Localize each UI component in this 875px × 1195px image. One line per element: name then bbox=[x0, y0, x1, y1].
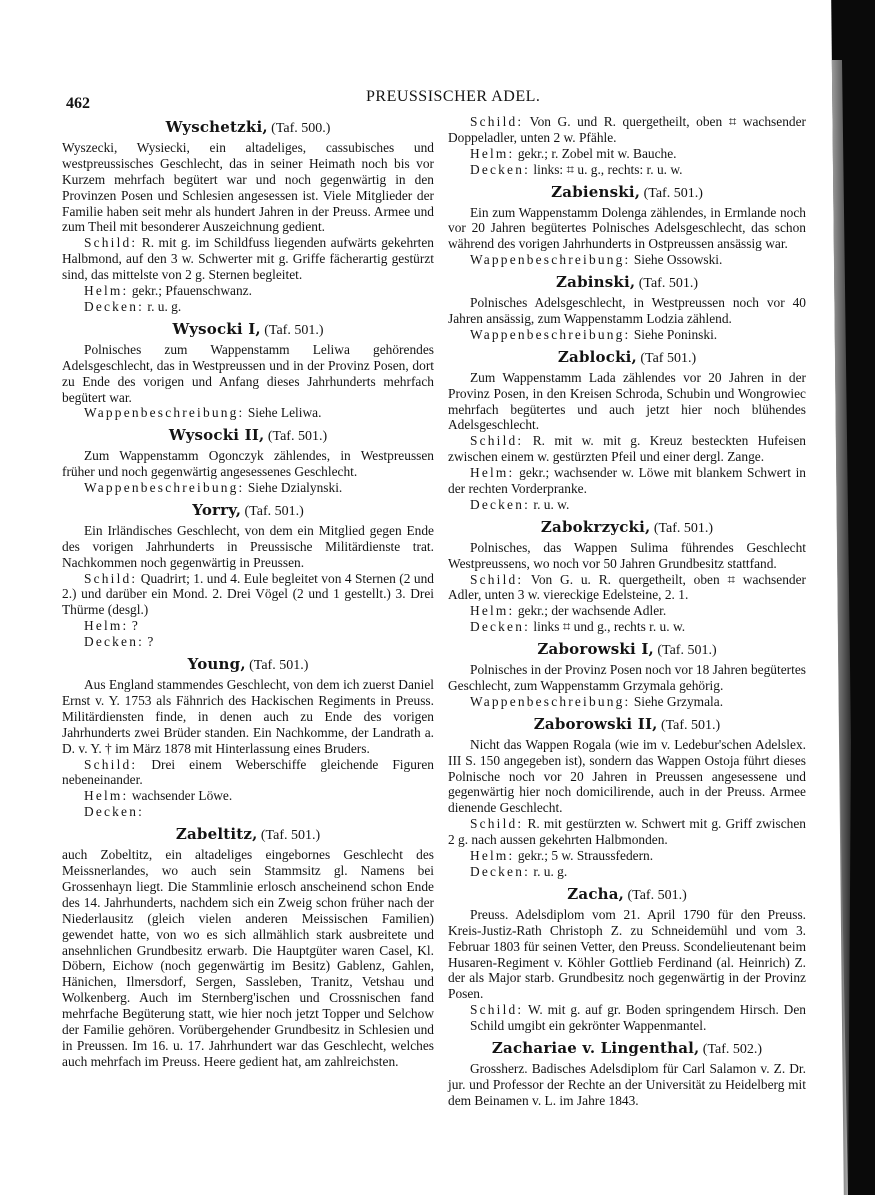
schild-text: R. mit g. im Schildfuss liegenden aufwärts gekehrten Halbmond, auf den 3 w. Schwerter mit g. Griffe fächerartig gestürzt sind, das mittelste von 2 g. Sternen begleitet. bbox=[62, 235, 434, 283]
plate-reference: (Taf. 501.) bbox=[657, 643, 717, 659]
schild-line bbox=[62, 571, 434, 619]
schild-text: Von G. und R. quergetheilt, oben ⌗ wachsender Doppeladler, unten 2 w. Pfähle. bbox=[448, 114, 806, 145]
helm-line bbox=[62, 788, 434, 804]
entry-wysocki-i bbox=[62, 319, 434, 421]
entry-text: Zum Wappenstamm Ogonczyk zählendes, in Westpreussen früher und noch gegenwärtig angesessenes Geschlecht. bbox=[62, 448, 434, 480]
entry-text: Ein Irländisches Geschlecht, von dem ein Mitglied gegen Ende des vorigen Jahrhunderts in Preussische Militärdienste trat. Nachkommen noch gegenwärtig in Preussen. bbox=[62, 522, 434, 570]
helm-line bbox=[62, 618, 434, 634]
entry-name: Zabienski, bbox=[551, 182, 641, 201]
entry-name: Zabeltitz, bbox=[175, 825, 258, 844]
entry-zabokrzycki bbox=[448, 517, 806, 635]
decken-text: r. u. g. bbox=[147, 298, 182, 314]
decken-line bbox=[62, 634, 434, 650]
helm-text: gekr.; Pfauenschwanz. bbox=[131, 283, 252, 299]
helm-label: Helm: bbox=[470, 465, 515, 481]
entry-heading bbox=[448, 884, 806, 904]
decken-label: Decken: bbox=[84, 804, 145, 820]
wappenbeschreibung-line bbox=[448, 694, 806, 710]
entry-heading bbox=[62, 319, 434, 339]
entry-zacha bbox=[448, 884, 806, 1034]
decken-line bbox=[448, 162, 806, 178]
entry-text: auch Zobeltitz, ein altadeliges eingebornes Geschlecht des Meissnerlandes, wo auch sein Stammsitz gl. Namens bei Grossenhayn liegt. Die Stammlinie erlosch anscheinend schon Ende des 14. Jahrhunderts, nachdem sich ein Zweig schon früher nach der Niederlausitz (gleich vielen anderen Meissischen Familien) gewendet hatte, von wo es sich allmählich stark ausbreitete und ansehnlichen Grundbesitz erwarb. Die Hauptgüter waren Casel, Kl. Döbern, Eichow (noch gegenwärtig im Besitz) Gablenz, Gahlen, Hänichen, Ilmersdorf, Sergen, Sassleben, Tranitz, Vetshau und Wolkenberg. Auch im Sternberg'ischen und Crossnischen fand mehrfache Begüterung statt, wie hier noch jetzt Topper und Selchow der Familie gehören. Vorübergehender Grundbesitz in Schlesien und in Preussen. Im 16. u. 17. Jahrhundert war das Geschlecht, welches auch mehrfach im Preuss. Heere gedient hat, am zahlreichsten. bbox=[62, 847, 434, 1069]
helm-label: Helm: bbox=[84, 618, 129, 634]
schild-line bbox=[448, 816, 806, 848]
entry-heading bbox=[448, 517, 806, 537]
wappenbeschreibung-label: Wappenbeschreibung: bbox=[470, 326, 631, 342]
entry-zaborowski-ii bbox=[448, 714, 806, 880]
helm-text: ? bbox=[131, 618, 138, 634]
decken-text: links ⌗ und g., rechts r. u. w. bbox=[533, 619, 686, 635]
helm-line bbox=[448, 146, 806, 162]
wappenbeschreibung-line bbox=[448, 252, 806, 268]
decken-line bbox=[448, 864, 806, 880]
wappenbeschreibung-label: Wappenbeschreibung: bbox=[84, 405, 245, 421]
plate-reference: (Taf. 501.) bbox=[260, 828, 321, 844]
helm-text: wachsender Löwe. bbox=[131, 788, 233, 804]
helm-line bbox=[448, 465, 806, 497]
wappenbeschreibung-text: Siehe Poninski. bbox=[633, 326, 718, 342]
wappenbeschreibung-line bbox=[62, 480, 434, 496]
plate-reference: (Taf. 501.) bbox=[653, 520, 714, 536]
entry-text: Zum Wappenstamm Lada zählendes vor 20 Jahren in der Provinz Posen, in den Kreisen Schroda, Schubin und Wongrowiec mehrfach begütertes und auch jetzt hier noch blühendes Adelsgeschlecht. bbox=[448, 369, 806, 433]
helm-text: gekr.; 5 w. Straussfedern. bbox=[517, 848, 654, 864]
decken-line bbox=[448, 497, 806, 513]
entry-heading bbox=[448, 347, 806, 367]
schild-label: Schild: bbox=[470, 114, 524, 129]
wappenbeschreibung-text: Siehe Ossowski. bbox=[633, 252, 723, 268]
decken-label: Decken: bbox=[470, 496, 531, 512]
entry-zabienski bbox=[448, 182, 806, 269]
entry-zaborowski-i bbox=[448, 642, 806, 710]
helm-line bbox=[448, 603, 806, 619]
entry-name: Zabinski, bbox=[556, 273, 636, 292]
schild-text: W. mit g. auf gr. Boden springendem Hirsch. Den Schild umgibt ein gekrönter Wappenmantel. bbox=[470, 1002, 806, 1034]
schild-line bbox=[62, 757, 434, 789]
left-column bbox=[62, 118, 434, 1077]
schild-label: Schild: bbox=[470, 816, 524, 832]
schild-text: Von G. u. R. quergetheilt, oben ⌗ wachsender Adler, unten 3 w. viereckige Edelsteine, 2. 1. bbox=[448, 571, 806, 603]
helm-label: Helm: bbox=[470, 145, 515, 161]
wappenbeschreibung-text: Siehe Leliwa. bbox=[247, 405, 322, 421]
plate-reference: (Taf. 501.) bbox=[643, 185, 703, 201]
decken-label: Decken: bbox=[84, 298, 145, 314]
schild-text: R. mit gestürzten w. Schwert mit g. Griff zwischen 2 g. nach aussen gekehrten Halbmonden. bbox=[448, 816, 806, 848]
entry-name: Zablocki, bbox=[557, 347, 637, 366]
helm-text: gekr.; r. Zobel mit w. Bauche. bbox=[517, 145, 677, 161]
entry-heading bbox=[448, 275, 806, 292]
entry-text: Ein zum Wappenstamm Dolenga zählendes, in Ermlande noch vor 20 Jahren begütertes Polnisches Adelsgeschlecht, das schon während des vorigen Jahrhunderts in Ostpreussen ansässig war. bbox=[448, 204, 806, 252]
page-number: 462 bbox=[66, 95, 90, 112]
schild-line bbox=[448, 433, 806, 465]
entry-name: Wysocki II, bbox=[168, 426, 265, 445]
helm-text: gekr.; wachsender w. Löwe mit blankem Schwert in der rechten Vorderpranke. bbox=[448, 465, 806, 497]
entry-name: Wysocki I, bbox=[172, 319, 261, 338]
entry-zablocki bbox=[448, 347, 806, 513]
entry-heading bbox=[62, 827, 434, 844]
schild-line bbox=[448, 114, 806, 146]
entry-name: Zaborowski I, bbox=[537, 640, 654, 659]
entry-wysocki-ii bbox=[62, 428, 434, 496]
helm-line bbox=[62, 283, 434, 299]
decken-label: Decken: bbox=[470, 619, 531, 635]
wappenbeschreibung-label: Wappenbeschreibung: bbox=[470, 252, 631, 268]
decken-label: Decken: bbox=[470, 161, 531, 177]
entry-text: Polnisches Adelsgeschlecht, in Westpreussen noch vor 40 Jahren ansässig, zum Wappenstamm Lodzia zählend. bbox=[448, 295, 806, 326]
schild-text: Drei einem Weberschiffe gleichende Figuren nebeneinander. bbox=[62, 756, 435, 788]
helm-text: gekr.; der wachsende Adler. bbox=[517, 603, 667, 619]
entry-heading bbox=[448, 642, 806, 659]
schild-label: Schild: bbox=[470, 571, 524, 587]
schild-text: R. mit w. mit g. Kreuz besteckten Hufeisen zwischen einem w. gestürzten Pfeil und einer dergl. Zange. bbox=[448, 433, 806, 465]
entry-heading bbox=[448, 714, 806, 734]
entry-text: Aus England stammendes Geschlecht, von dem ich zuerst Daniel Ernst v. Y. 1753 als Fähnrich des Hackischen Regiments in Preuss. Militärdiensten finde, in denen auch zu Ende des vorigen Jahrhunderts zwei Brüder standen. Ein Nachkomme, der Landrath a. D. v. Y. † im März 1878 mit Hinterlassung eines Bruders. bbox=[62, 677, 434, 756]
entry-name: Zabokrzycki, bbox=[540, 517, 651, 536]
entry-text: Polnisches, das Wappen Sulima führendes Geschlecht Westpreussens, wo noch vor 50 Jahren Grundbesitz stattfand. bbox=[448, 539, 806, 571]
decken-label: Decken: bbox=[84, 634, 145, 650]
decken-text: r. u. g. bbox=[533, 863, 568, 879]
entry-zabinski bbox=[448, 275, 806, 343]
plate-reference: (Taf. 501.) bbox=[638, 276, 698, 292]
helm-line bbox=[448, 848, 806, 864]
entry-heading bbox=[62, 657, 434, 674]
entry-text: Wyszecki, Wysiecki, ein altadeliges, cassubisches und westpreussisches Geschlecht, das in seiner Heimath noch bis vor Kurzem mehrfach begütert war und noch gegenwärtig in den Provinzen Posen und Schlesien angesessen ist. Viele Mitglieder der Familie haben seit mehr als hundert Jahren in der Preuss. Armee und zum Theil mit besonderer Auszeichnung gedient. bbox=[62, 139, 434, 235]
entry-wyschetzki bbox=[62, 120, 434, 315]
plate-reference: (Taf. 502.) bbox=[702, 1042, 763, 1058]
wappenbeschreibung-text: Siehe Grzymala. bbox=[633, 693, 724, 709]
entry-zabeltitz-continued bbox=[448, 114, 806, 178]
entry-name: Yorry, bbox=[192, 500, 242, 519]
schild-label: Schild: bbox=[470, 433, 524, 449]
helm-label: Helm: bbox=[470, 848, 515, 864]
entry-name: Zaborowski II, bbox=[533, 714, 658, 733]
decken-label: Decken: bbox=[470, 863, 531, 879]
wappenbeschreibung-label: Wappenbeschreibung: bbox=[84, 480, 245, 496]
entry-heading bbox=[62, 428, 434, 445]
wappenbeschreibung-text: Siehe Dzialynski. bbox=[247, 480, 343, 496]
entry-name: Zachariae v. Lingenthal, bbox=[491, 1039, 700, 1058]
entry-text: Grossherz. Badisches Adelsdiplom für Carl Salamon v. Z. Dr. jur. und Professor der Rechte an der Universität zu Heidelberg mit dem Beinamen v. L. im Jahre 1843. bbox=[448, 1060, 806, 1108]
wappenbeschreibung-label: Wappenbeschreibung: bbox=[470, 693, 631, 709]
entry-heading bbox=[62, 500, 434, 520]
plate-reference: (Taf 501.) bbox=[640, 350, 697, 366]
entry-yorry bbox=[62, 500, 434, 650]
plate-reference: (Taf. 501.) bbox=[627, 887, 687, 903]
schild-label: Schild: bbox=[470, 1002, 524, 1018]
entry-name: Wyschetzki, bbox=[165, 118, 268, 136]
schild-line bbox=[62, 235, 434, 283]
entry-zachariae-v-lingenthal bbox=[448, 1041, 806, 1109]
helm-label: Helm: bbox=[84, 788, 129, 804]
schild-text: Quadrirt; 1. und 4. Eule begleitet von 4 Sternen (2 und 2.) und darüber ein Mond. 2. Drei Vögel (2 und 1 gestellt.) 3. Drei Thürme (desgl.) bbox=[62, 570, 434, 618]
entry-text: Polnisches in der Provinz Posen noch vor 18 Jahren begütertes Geschlecht, zum Wappenstamm Grzymala gehörig. bbox=[448, 662, 806, 693]
decken-text: links: ⌗ u. g., rechts: r. u. w. bbox=[533, 161, 683, 177]
decken-line bbox=[62, 299, 434, 315]
schild-label: Schild: bbox=[84, 235, 138, 251]
wappenbeschreibung-line bbox=[62, 405, 434, 421]
wappenbeschreibung-line bbox=[448, 327, 806, 343]
entry-heading bbox=[448, 1041, 806, 1058]
plate-reference: (Taf. 501.) bbox=[244, 503, 304, 519]
schild-line bbox=[448, 1002, 806, 1034]
entry-heading bbox=[448, 182, 806, 202]
right-column bbox=[448, 114, 806, 1116]
decken-text: r. u. w. bbox=[533, 496, 570, 512]
plate-reference: (Taf. 501.) bbox=[660, 717, 721, 733]
plate-reference: (Taf. 500.) bbox=[271, 121, 331, 136]
entry-text: Polnisches zum Wappenstamm Leliwa gehörendes Adelsgeschlecht, das in Westpreussen und in der Provinz Posen, dort zu Ende des vorigen und Anfang dieses Jahrhunderts mehrfach begütert war. bbox=[62, 341, 434, 405]
decken-text: ? bbox=[147, 634, 154, 650]
schild-line bbox=[448, 572, 806, 604]
entry-text: Nicht das Wappen Rogala (wie im v. Ledebur'schen Adelslex. III S. 150 angegeben ist), sondern das Wappen Ostoja führt dieses Polnische noch vor 20 Jahren in Preussen angesessene und gegenwärtig hier noch domicilirende, auch in der Preuss. Armee dienende Geschlecht. bbox=[448, 736, 806, 816]
schild-label: Schild: bbox=[84, 570, 138, 586]
entry-zabeltitz bbox=[62, 827, 434, 1070]
schild-label: Schild: bbox=[84, 756, 138, 772]
decken-line bbox=[62, 804, 434, 820]
entry-name: Zacha, bbox=[567, 884, 625, 903]
helm-label: Helm: bbox=[84, 283, 129, 299]
running-head: PREUSSISCHER ADEL. bbox=[366, 88, 541, 105]
plate-reference: (Taf. 501.) bbox=[249, 658, 309, 674]
entry-heading bbox=[62, 120, 434, 137]
helm-label: Helm: bbox=[470, 603, 515, 619]
entry-young bbox=[62, 657, 434, 820]
entry-name: Young, bbox=[187, 655, 246, 674]
decken-line bbox=[448, 619, 806, 635]
entry-text: Preuss. Adelsdiplom vom 21. April 1790 für den Preuss. Kreis-Justiz-Rath Christoph Z. zu Schneidemühl und vom 3. Februar 1803 für seinen Vetter, den Preuss. Scondelieutenant beim Husaren-Regiment v. Köhler Gottlieb Ferdinand (al. Heinrich) Z. der als Major starb. Grundbesitz noch gegenwärtig in der Provinz Posen. bbox=[448, 906, 806, 1002]
plate-reference: (Taf. 501.) bbox=[264, 322, 324, 338]
plate-reference: (Taf. 501.) bbox=[267, 429, 328, 445]
